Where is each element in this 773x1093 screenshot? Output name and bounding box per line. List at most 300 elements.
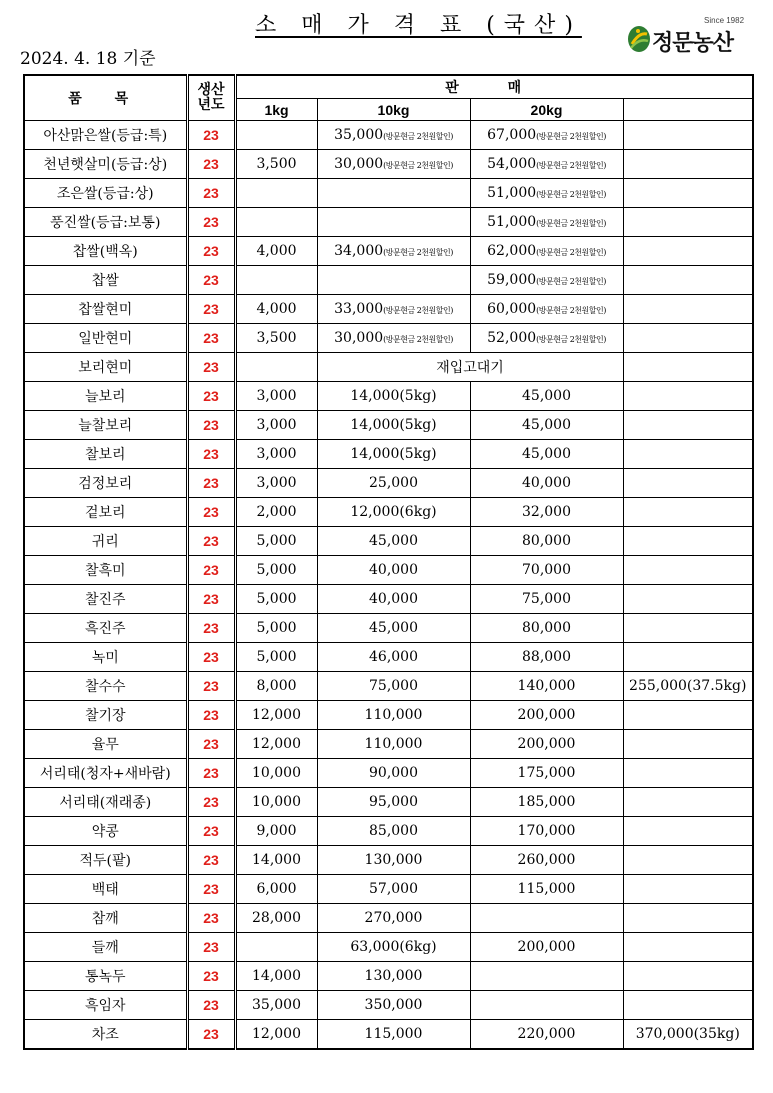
price-10kg	[317, 266, 470, 295]
price-10kg	[317, 1020, 470, 1050]
item-name-text: 차조	[91, 1027, 119, 1043]
item-name-text: 겉보리	[84, 505, 126, 521]
production-year-text: 23	[203, 330, 219, 346]
item-name-text: 찹쌀	[91, 273, 119, 289]
price-10kg-text: 90,000	[369, 765, 418, 781]
price-bulk	[623, 440, 753, 469]
price-bulk	[623, 875, 753, 904]
production-year-text: 23	[203, 620, 219, 636]
production-year-text: 23	[203, 301, 219, 317]
price-20kg-text: 88,000	[522, 649, 571, 665]
production-year-text: 23	[203, 388, 219, 404]
table-row	[24, 179, 753, 208]
price-10kg-text: 75,000	[369, 678, 418, 694]
item-name	[24, 121, 187, 150]
price-bulk	[623, 759, 753, 788]
price-20kg-text: 170,000	[517, 823, 576, 839]
price-20kg	[470, 324, 623, 353]
price-1kg-text: 5,000	[256, 533, 297, 549]
price-10kg	[317, 382, 470, 411]
table-row	[24, 759, 753, 788]
logo-since-text: Since 1982	[704, 16, 745, 25]
price-20kg	[470, 382, 623, 411]
price-10kg	[317, 759, 470, 788]
production-year	[187, 527, 235, 556]
production-year-text: 23	[203, 852, 219, 868]
production-year-text: 23	[203, 475, 219, 491]
item-name	[24, 382, 187, 411]
price-1kg	[235, 527, 317, 556]
price-1kg-text: 6,000	[256, 881, 297, 897]
production-year-text: 23	[203, 156, 219, 172]
item-name-text: 참깨	[91, 911, 119, 927]
price-20kg-text: 70,000	[522, 562, 571, 578]
price-1kg	[235, 788, 317, 817]
price-1kg-text: 4,000	[256, 243, 297, 259]
table-row	[24, 527, 753, 556]
price-20kg-text: 115,000	[517, 881, 576, 897]
price-10kg-text: 270,000	[364, 910, 423, 926]
production-year	[187, 150, 235, 179]
price-1kg-text: 12,000	[252, 707, 301, 723]
price-bulk	[623, 817, 753, 846]
price-1kg-text: 10,000	[252, 765, 301, 781]
price-1kg	[235, 295, 317, 324]
price-1kg-text: 3,000	[256, 417, 297, 433]
price-20kg-text: 80,000	[522, 533, 571, 549]
table-row	[24, 353, 753, 382]
discount-note: (방문현금 2천원할인)	[383, 132, 453, 141]
price-10kg-text: 57,000	[369, 881, 418, 897]
price-1kg-text: 10,000	[252, 794, 301, 810]
header-year-label: 생산 년도	[197, 82, 225, 113]
production-year-text: 23	[203, 765, 219, 781]
item-name	[24, 295, 187, 324]
price-20kg-text: 40,000	[522, 475, 571, 491]
item-name	[24, 353, 187, 382]
table-row	[24, 585, 753, 614]
production-year	[187, 875, 235, 904]
price-10kg	[317, 121, 470, 150]
production-year-text: 23	[203, 794, 219, 810]
table-row	[24, 701, 753, 730]
price-10kg-text: 30,000	[334, 156, 384, 172]
price-bulk	[623, 672, 753, 701]
price-10kg	[317, 817, 470, 846]
price-10kg	[317, 208, 470, 237]
price-20kg	[470, 614, 623, 643]
price-10kg-text: 95,000	[369, 794, 418, 810]
price-1kg	[235, 672, 317, 701]
price-10kg	[317, 933, 470, 962]
discount-note: (방문현금 2천원할인)	[383, 335, 453, 344]
price-10kg	[317, 846, 470, 875]
item-name	[24, 208, 187, 237]
price-20kg	[470, 933, 623, 962]
production-year	[187, 643, 235, 672]
production-year	[187, 991, 235, 1020]
price-10kg-text: 30,000	[334, 330, 384, 346]
production-year-text: 23	[203, 359, 219, 375]
restock-status	[317, 353, 623, 382]
table-row	[24, 411, 753, 440]
item-name-text: 보리현미	[78, 360, 133, 376]
price-10kg	[317, 498, 470, 527]
item-name	[24, 527, 187, 556]
price-1kg	[235, 498, 317, 527]
price-20kg	[470, 643, 623, 672]
price-10kg-text: 350,000	[364, 997, 423, 1013]
price-1kg	[235, 875, 317, 904]
item-name-text: 서리태(청자+새바람)	[39, 766, 171, 782]
price-bulk	[623, 237, 753, 266]
price-bulk	[623, 179, 753, 208]
item-name-text: 늘보리	[84, 389, 126, 405]
price-1kg-text: 8,000	[256, 678, 297, 694]
item-name	[24, 788, 187, 817]
item-name-text: 흑진주	[84, 621, 126, 637]
price-20kg	[470, 1020, 623, 1050]
item-name	[24, 672, 187, 701]
price-bulk	[623, 556, 753, 585]
price-bulk-text: 370,000(35kg)	[635, 1026, 740, 1042]
item-name-text: 서리태(재래종)	[59, 795, 152, 811]
price-10kg-text: 130,000	[364, 852, 423, 868]
price-bulk	[623, 527, 753, 556]
production-year	[187, 411, 235, 440]
discount-note: (방문현금 2천원할인)	[536, 132, 606, 141]
price-20kg	[470, 904, 623, 933]
production-year	[187, 701, 235, 730]
production-year-text: 23	[203, 214, 219, 230]
price-1kg	[235, 556, 317, 585]
price-bulk	[623, 585, 753, 614]
item-name	[24, 730, 187, 759]
item-name-text: 찰보리	[84, 447, 126, 463]
price-10kg-text: 40,000	[369, 591, 418, 607]
price-1kg-text: 35,000	[252, 997, 301, 1013]
price-10kg	[317, 643, 470, 672]
item-name	[24, 440, 187, 469]
item-name-text: 찰진주	[84, 592, 126, 608]
discount-note: (방문현금 2천원할인)	[536, 219, 606, 228]
price-10kg	[317, 324, 470, 353]
price-1kg	[235, 150, 317, 179]
price-1kg-text: 12,000	[252, 736, 301, 752]
item-name-text: 통녹두	[84, 969, 126, 985]
price-20kg	[470, 266, 623, 295]
production-year-text: 23	[203, 910, 219, 926]
item-name-text: 찰수수	[84, 679, 126, 695]
price-bulk	[623, 353, 753, 382]
price-1kg-text: 14,000	[252, 852, 301, 868]
item-name	[24, 266, 187, 295]
production-year	[187, 382, 235, 411]
price-20kg-text: 45,000	[522, 446, 571, 462]
price-10kg-text: 130,000	[364, 968, 423, 984]
price-1kg	[235, 237, 317, 266]
price-10kg	[317, 904, 470, 933]
table-row	[24, 266, 753, 295]
production-year	[187, 556, 235, 585]
price-10kg-text: 12,000(6kg)	[350, 504, 437, 520]
header-sale: 판 매	[235, 75, 753, 99]
price-bulk	[623, 411, 753, 440]
item-name-text: 적두(팥)	[79, 853, 131, 869]
price-1kg	[235, 353, 317, 382]
item-name-text: 녹미	[91, 650, 119, 666]
production-year-text: 23	[203, 446, 219, 462]
price-20kg	[470, 759, 623, 788]
price-1kg-text: 5,000	[256, 562, 297, 578]
production-year-text: 23	[203, 417, 219, 433]
price-1kg	[235, 266, 317, 295]
production-year-text: 23	[203, 881, 219, 897]
price-10kg-text: 14,000(5kg)	[350, 388, 437, 404]
item-name	[24, 411, 187, 440]
table-row	[24, 295, 753, 324]
production-year-text: 23	[203, 272, 219, 288]
price-bulk	[623, 382, 753, 411]
discount-note: (방문현금 2천원할인)	[383, 248, 453, 257]
item-name	[24, 150, 187, 179]
price-20kg-text: 220,000	[517, 1026, 576, 1042]
table-row	[24, 237, 753, 266]
item-name-text: 귀리	[91, 534, 119, 550]
production-year-text: 23	[203, 649, 219, 665]
price-1kg-text: 3,000	[256, 446, 297, 462]
price-20kg-text: 185,000	[517, 794, 576, 810]
price-10kg	[317, 150, 470, 179]
production-year-text: 23	[203, 678, 219, 694]
price-20kg	[470, 440, 623, 469]
production-year-text: 23	[203, 736, 219, 752]
price-20kg-text: 52,000	[487, 330, 537, 346]
price-20kg-text: 75,000	[522, 591, 571, 607]
production-year	[187, 266, 235, 295]
table-row	[24, 817, 753, 846]
price-20kg-text: 45,000	[522, 388, 571, 404]
table-row	[24, 643, 753, 672]
item-name	[24, 614, 187, 643]
company-logo	[626, 14, 756, 58]
item-name	[24, 324, 187, 353]
item-name	[24, 759, 187, 788]
price-1kg	[235, 991, 317, 1020]
price-10kg	[317, 469, 470, 498]
price-1kg	[235, 1020, 317, 1050]
price-20kg-text: 80,000	[522, 620, 571, 636]
item-name	[24, 469, 187, 498]
price-1kg	[235, 440, 317, 469]
production-year	[187, 585, 235, 614]
price-10kg	[317, 440, 470, 469]
production-year	[187, 846, 235, 875]
price-10kg	[317, 411, 470, 440]
price-10kg-text: 14,000(5kg)	[350, 417, 437, 433]
production-year-text: 23	[203, 533, 219, 549]
production-year	[187, 324, 235, 353]
production-year	[187, 614, 235, 643]
price-10kg	[317, 237, 470, 266]
price-10kg-text: 33,000	[334, 301, 384, 317]
price-10kg	[317, 991, 470, 1020]
production-year-text: 23	[203, 591, 219, 607]
price-bulk	[623, 643, 753, 672]
price-1kg	[235, 846, 317, 875]
price-1kg	[235, 643, 317, 672]
logo-brand-name: 정문농산	[652, 31, 734, 56]
price-20kg	[470, 179, 623, 208]
production-year-text: 23	[203, 504, 219, 520]
discount-note: (방문현금 2천원할인)	[536, 335, 606, 344]
price-bulk	[623, 788, 753, 817]
table-row	[24, 846, 753, 875]
price-1kg	[235, 904, 317, 933]
production-year-text: 23	[203, 968, 219, 984]
price-20kg-text: 32,000	[522, 504, 571, 520]
price-1kg	[235, 933, 317, 962]
discount-note: (방문현금 2천원할인)	[536, 190, 606, 199]
price-1kg	[235, 121, 317, 150]
production-year	[187, 1020, 235, 1050]
table-row	[24, 121, 753, 150]
production-year-text: 23	[203, 823, 219, 839]
item-name	[24, 556, 187, 585]
price-1kg-text: 12,000	[252, 1026, 301, 1042]
table-row	[24, 962, 753, 991]
price-20kg	[470, 295, 623, 324]
item-name	[24, 846, 187, 875]
production-year-text: 23	[203, 707, 219, 723]
item-name	[24, 585, 187, 614]
item-name-text: 백태	[91, 882, 119, 898]
table-row	[24, 382, 753, 411]
restock-status-text: 재입고대기	[436, 360, 504, 376]
price-20kg-text: 54,000	[487, 156, 537, 172]
price-20kg	[470, 498, 623, 527]
price-10kg-text: 115,000	[364, 1026, 423, 1042]
header-row-1	[24, 75, 753, 99]
header-size-10kg: 10kg	[317, 99, 470, 121]
table-row	[24, 672, 753, 701]
production-year-text: 23	[203, 243, 219, 259]
table-row	[24, 440, 753, 469]
header-size-extra	[623, 99, 753, 121]
item-name-text: 검정보리	[78, 476, 133, 492]
price-10kg-text: 14,000(5kg)	[350, 446, 437, 462]
discount-note: (방문현금 2천원할인)	[383, 161, 453, 170]
item-name	[24, 904, 187, 933]
price-1kg-text: 14,000	[252, 968, 301, 984]
item-name-text: 풍진쌀(등급:보통)	[50, 215, 161, 231]
price-1kg-text: 5,000	[256, 649, 297, 665]
price-20kg-text: 67,000	[487, 127, 537, 143]
item-name-text: 찹쌀현미	[78, 302, 133, 318]
item-name	[24, 875, 187, 904]
price-20kg-text: 51,000	[487, 185, 537, 201]
table-row	[24, 150, 753, 179]
price-20kg-text: 45,000	[522, 417, 571, 433]
item-name-text: 찹쌀(백옥)	[72, 244, 138, 260]
production-year	[187, 179, 235, 208]
item-name-text: 약콩	[91, 824, 119, 840]
production-year	[187, 295, 235, 324]
price-20kg-text: 59,000	[487, 272, 537, 288]
price-1kg-text: 5,000	[256, 591, 297, 607]
price-10kg-text: 110,000	[364, 736, 423, 752]
price-1kg-text: 5,000	[256, 620, 297, 636]
price-1kg	[235, 382, 317, 411]
price-10kg	[317, 614, 470, 643]
price-1kg-text: 3,500	[256, 330, 297, 346]
production-year	[187, 788, 235, 817]
item-name-text: 들깨	[91, 940, 119, 956]
price-10kg	[317, 962, 470, 991]
discount-note: (방문현금 2천원할인)	[536, 248, 606, 257]
price-bulk	[623, 266, 753, 295]
item-name-text: 일반현미	[78, 331, 133, 347]
item-name	[24, 179, 187, 208]
production-year	[187, 353, 235, 382]
price-20kg	[470, 150, 623, 179]
table-row	[24, 498, 753, 527]
production-year-text: 23	[203, 185, 219, 201]
price-bulk	[623, 846, 753, 875]
production-year-text: 23	[203, 939, 219, 955]
price-1kg-text: 4,000	[256, 301, 297, 317]
price-1kg	[235, 614, 317, 643]
price-table	[23, 74, 754, 1050]
header-year	[187, 75, 235, 121]
price-10kg-text: 45,000	[369, 533, 418, 549]
table-row	[24, 469, 753, 498]
price-bulk	[623, 991, 753, 1020]
price-10kg	[317, 556, 470, 585]
price-1kg-text: 3,500	[256, 156, 297, 172]
production-year-text: 23	[203, 562, 219, 578]
price-1kg	[235, 730, 317, 759]
price-20kg	[470, 411, 623, 440]
item-name	[24, 1020, 187, 1050]
price-20kg	[470, 208, 623, 237]
item-name	[24, 498, 187, 527]
production-year-text: 23	[203, 997, 219, 1013]
price-10kg	[317, 875, 470, 904]
price-1kg	[235, 208, 317, 237]
production-year	[187, 672, 235, 701]
price-1kg	[235, 324, 317, 353]
price-10kg	[317, 585, 470, 614]
item-name	[24, 643, 187, 672]
price-bulk	[623, 150, 753, 179]
item-name-text: 찰흑미	[84, 563, 126, 579]
price-20kg	[470, 701, 623, 730]
price-10kg-text: 63,000(6kg)	[350, 939, 437, 955]
price-bulk	[623, 933, 753, 962]
price-20kg	[470, 788, 623, 817]
item-name	[24, 701, 187, 730]
price-1kg-text: 9,000	[256, 823, 297, 839]
production-year	[187, 440, 235, 469]
discount-note: (방문현금 2천원할인)	[383, 306, 453, 315]
price-bulk	[623, 904, 753, 933]
price-20kg	[470, 585, 623, 614]
price-1kg-text: 3,000	[256, 388, 297, 404]
table-row	[24, 933, 753, 962]
item-name	[24, 933, 187, 962]
price-bulk	[623, 498, 753, 527]
